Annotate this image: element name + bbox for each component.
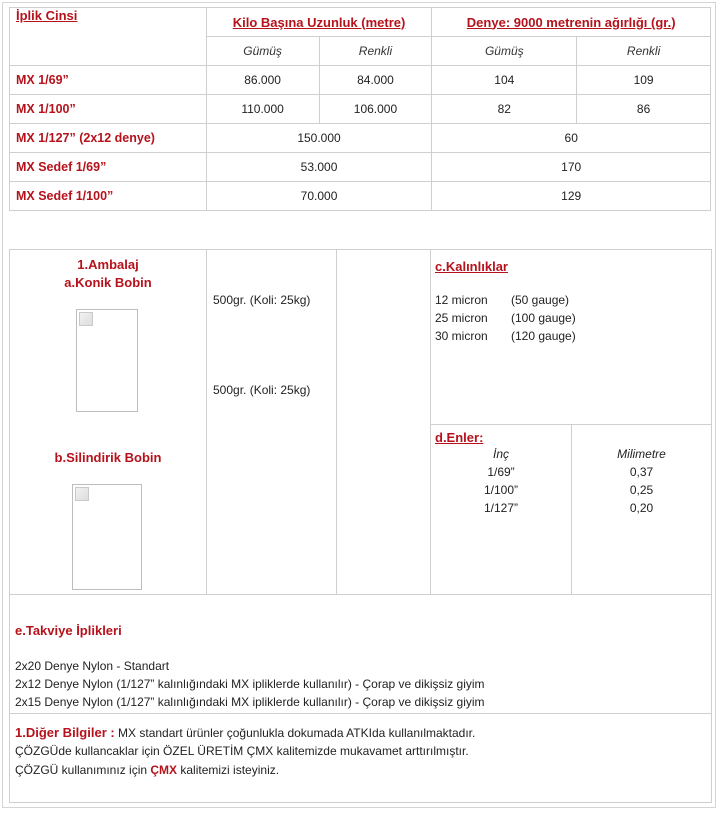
- row-name: MX 1/100”: [10, 95, 207, 124]
- table-header-row: [10, 8, 711, 37]
- content-frame: [2, 2, 716, 808]
- reinforcement-line: 2x12 Denye Nylon (1/127” kalınlığındaki MX ipliklerde kullanılır) - Çorap ve dikişsiz giyim: [15, 677, 485, 691]
- cell-denier-silver: 82: [432, 95, 577, 124]
- cell-denier-colored: 109: [577, 66, 711, 95]
- other-info-line-1: [15, 725, 475, 740]
- row-name: MX 1/69”: [10, 66, 207, 95]
- widths-mm-value: 0,25: [629, 483, 654, 497]
- cmx-brand: ÇMX: [150, 763, 178, 777]
- cell-length-silver: 86.000: [206, 66, 319, 95]
- cell-denier-colored: 86: [577, 95, 711, 124]
- cell-length: 53.000: [206, 153, 432, 182]
- table-row: [10, 153, 711, 182]
- row-name: MX Sedef 1/100”: [10, 182, 207, 211]
- thickness-micron: 12 micron: [435, 293, 488, 307]
- cell-denier: 60: [432, 124, 711, 153]
- table-row: [10, 95, 711, 124]
- sub-denier-silver: Gümüş: [432, 37, 577, 66]
- cell-denier: 170: [432, 153, 711, 182]
- cell-denier-silver: 104: [432, 66, 577, 95]
- header-length: Kilo Başına Uzunluk (metre): [206, 8, 432, 37]
- other-info-line-3: [15, 763, 279, 777]
- table-row: [10, 124, 711, 153]
- table-row: [10, 66, 711, 95]
- cell-length: 150.000: [206, 124, 432, 153]
- cell-length-colored: 106.000: [319, 95, 432, 124]
- sub-denier-colored: Renkli: [577, 37, 711, 66]
- cylindrical-bobbin-image: [72, 484, 142, 590]
- widths-inch-value: 1/127”: [483, 501, 519, 515]
- thickness-title: c.Kalınlıklar: [435, 259, 508, 274]
- cell-length-silver: 110.000: [206, 95, 319, 124]
- empty-box: [336, 249, 431, 595]
- sub-length-silver: Gümüş: [206, 37, 319, 66]
- other-info-line-2: ÇÖZGÜde kullancaklar için ÖZEL ÜRETİM ÇMX kalitemizde mukavamet arttırılmıştır.: [15, 744, 469, 758]
- reinforcement-line: 2x15 Denye Nylon (1/127” kalınlığındaki MX ipliklerde kullanılır) - Çorap ve dikişsiz giyim: [15, 695, 485, 709]
- other-info-text: kalitemizi isteyiniz.: [177, 763, 280, 777]
- reinforcement-line: 2x20 Denye Nylon - Standart: [15, 659, 170, 673]
- conical-bobbin-image: [76, 309, 138, 412]
- cylindrical-bobbin-label: b.Silindirik Bobin: [54, 450, 162, 465]
- cylindrical-weight: 500gr. (Koli: 25kg): [213, 383, 311, 397]
- spec-table: [9, 7, 711, 211]
- widths-mm-header: Milimetre: [617, 447, 666, 461]
- widths-inch-header: İnç: [492, 447, 509, 461]
- widths-inch-value: 1/100”: [483, 483, 519, 497]
- thickness-gauge: (50 gauge): [511, 293, 570, 307]
- row-name: MX 1/127” (2x12 denye): [10, 124, 207, 153]
- widths-inch-value: 1/69”: [487, 465, 515, 479]
- widths-title: d.Enler:: [435, 430, 484, 445]
- sub-length-colored: Renkli: [319, 37, 432, 66]
- cell-length-colored: 84.000: [319, 66, 432, 95]
- thickness-gauge: (100 gauge): [511, 311, 576, 325]
- other-info-text: ÇÖZGÜ kullanımınız için: [15, 763, 151, 777]
- table-row: [10, 182, 711, 211]
- other-info-text: MX standart ürünler çoğunlukla dokumada ATKIda kullanılmaktadır.: [114, 726, 476, 740]
- cell-denier: 129: [432, 182, 711, 211]
- thickness-gauge: (120 gauge): [511, 329, 576, 343]
- header-type: İplik Cinsi: [10, 8, 207, 66]
- header-denier: Denye: 9000 metrenin ağırlığı (gr.): [432, 8, 711, 37]
- conical-weight: 500gr. (Koli: 25kg): [213, 293, 311, 307]
- widths-mm-value: 0,20: [629, 501, 654, 515]
- other-info-title: 1.Diğer Bilgiler :: [15, 725, 115, 740]
- cell-length: 70.000: [206, 182, 432, 211]
- row-name: MX Sedef 1/69”: [10, 153, 207, 182]
- packaging-title: 1.Ambalaj: [77, 257, 139, 272]
- conical-bobbin-label: a.Konik Bobin: [64, 275, 152, 290]
- thickness-micron: 30 micron: [435, 329, 488, 343]
- reinforcement-title: e.Takviye İplikleri: [15, 623, 122, 638]
- widths-mm-value: 0,37: [629, 465, 654, 479]
- thickness-micron: 25 micron: [435, 311, 488, 325]
